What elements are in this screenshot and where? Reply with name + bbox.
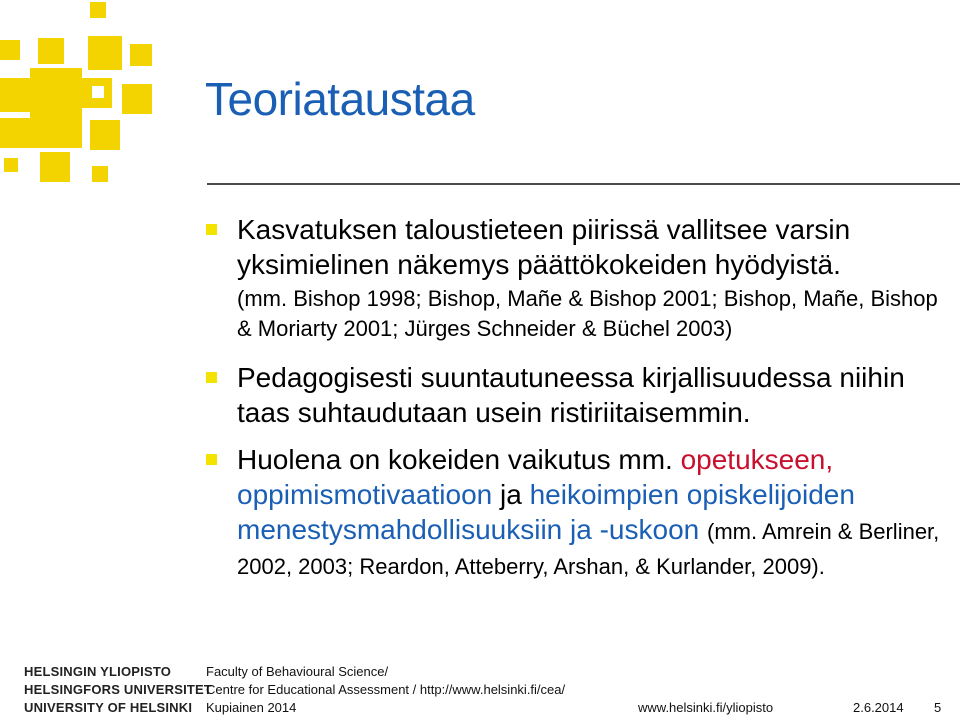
university-flame-logo bbox=[0, 0, 160, 200]
slide-title: Teoriataustaa bbox=[205, 73, 475, 125]
footer-centre: Centre for Educational Assessment / http://www.helsinki.fi/cea/ bbox=[206, 682, 566, 697]
bullet-list bbox=[206, 212, 946, 582]
bullet-square-icon bbox=[206, 454, 217, 465]
university-name-sv: HELSINGFORS UNIVERSITET bbox=[24, 682, 213, 697]
bullet-text: Pedagogisesti suuntautuneessa kirjallisuudessa niihin taas suhtaudutaan usein ristiriitaisemmin. bbox=[237, 362, 905, 428]
page-number: 5 bbox=[934, 700, 942, 715]
bullet-item-concerns bbox=[206, 442, 946, 582]
bullet-item-economics bbox=[206, 212, 946, 344]
bullet-square-icon bbox=[206, 372, 217, 383]
concern-motivation: oppimismotivaatioon bbox=[237, 479, 493, 510]
bullet-text bbox=[237, 442, 946, 582]
bullet-reference: (mm. Amrein & Berliner, 2002, 2003; Reardon, Atteberry, Arshan, & Kurlander, 2009). bbox=[237, 519, 940, 579]
university-name-fi: HELSINGIN YLIOPISTO bbox=[24, 664, 172, 679]
bullet-square-icon bbox=[206, 224, 217, 235]
university-name-en: UNIVERSITY OF HELSINKI bbox=[24, 700, 193, 715]
concern-conjunction: ja bbox=[500, 479, 522, 510]
concern-weakest-students: heikoimpien opiskelijoiden menestysmahdollisuuksiin ja -uskoon bbox=[237, 479, 855, 545]
bullet-item-pedagogy bbox=[206, 360, 946, 430]
footer-faculty: Faculty of Behavioural Science/ bbox=[206, 664, 389, 679]
footer-website-link[interactable]: www.helsinki.fi/yliopisto bbox=[638, 700, 774, 715]
title-divider bbox=[207, 183, 960, 185]
footer-date: 2.6.2014 bbox=[853, 700, 904, 715]
bullet-text: Kasvatuksen taloustieteen piirissä vallitsee varsin yksimielinen näkemys päättökokeiden hyödyistä. bbox=[237, 214, 851, 280]
bullet-reference: (mm. Bishop 1998; Bishop, Mañe & Bishop 2001; Bishop, Mañe, Bishop & Moriarty 2001; Jürges Schneider & Büchel 2003) bbox=[237, 286, 938, 341]
concern-teaching: opetukseen, bbox=[680, 444, 834, 475]
footer-author: Kupiainen 2014 bbox=[206, 700, 297, 715]
concern-intro: Huolena on kokeiden vaikutus mm. bbox=[237, 444, 673, 475]
slide-footer bbox=[0, 664, 960, 716]
